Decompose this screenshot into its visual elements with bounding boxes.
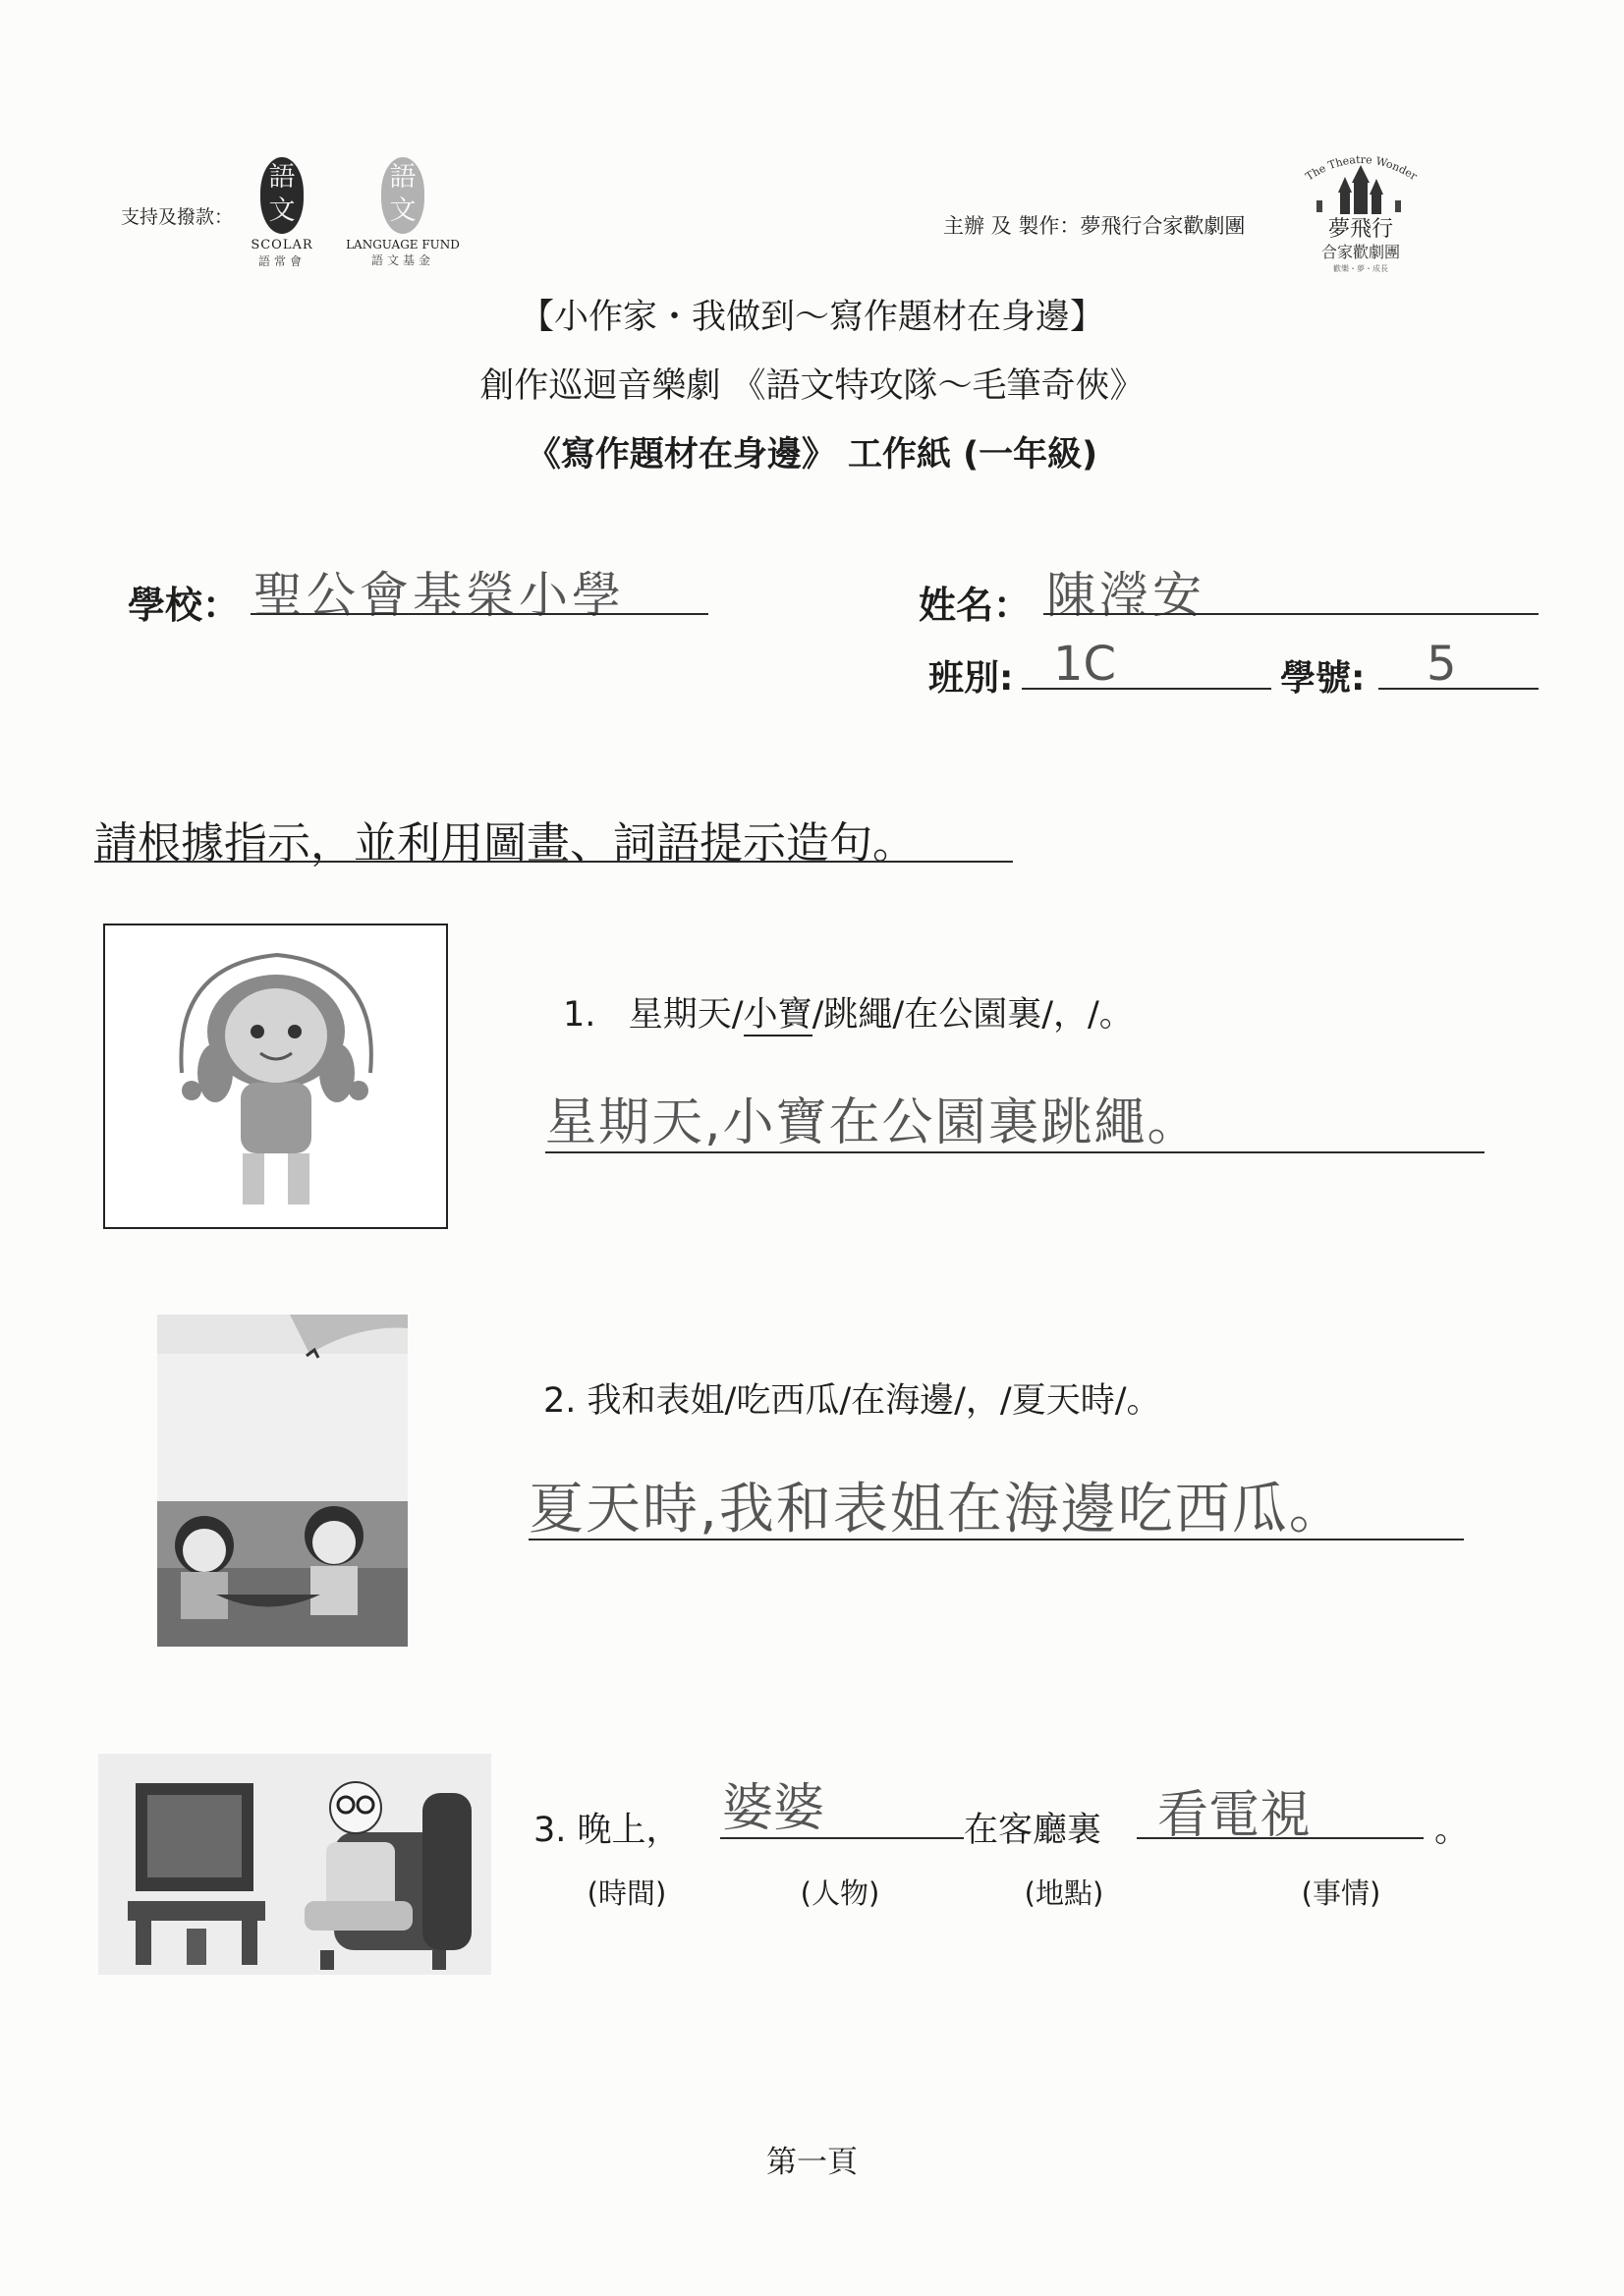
name-label: 姓名： [919, 584, 1032, 627]
q1-prompt [563, 987, 1134, 1036]
children-eating-watermelon-icon [157, 1315, 408, 1647]
instructions: 請根據指示，並利用圖畫、詞語提示造句。 [94, 818, 916, 868]
language-fund-sub: 語文基金 [370, 253, 434, 267]
q3-event-answer[interactable]: 看電視 [1157, 1786, 1312, 1845]
girl-jumping-rope-icon [105, 925, 445, 1226]
name-underline [1043, 613, 1539, 615]
q1-prompt-part: 星期天/ [628, 995, 744, 1035]
scolar-sub: 語常會 [257, 254, 306, 268]
q3-label-event: (事情) [1301, 1876, 1381, 1910]
q3-image [98, 1754, 491, 1975]
q1-prompt-rest: /跳繩/在公園裏/，/。 [812, 995, 1134, 1035]
scolar-seal-icon: 語文 [260, 157, 304, 234]
number-label: 學號: [1280, 658, 1366, 699]
q1-image [103, 924, 448, 1229]
q2-prompt-text: 我和表姐/吃西瓜/在海邊/，/夏天時/。 [587, 1381, 1161, 1421]
troupe-sub: 合家歡劇團 [1320, 243, 1401, 261]
q2-answer[interactable]: 夏天時,我和表姐在海邊吃西瓜。 [529, 1478, 1346, 1541]
page-number: 第一頁 [766, 2145, 858, 2180]
q2-prompt [543, 1373, 1161, 1423]
troupe-arc-text: The Theatre Wonder [1303, 152, 1420, 184]
troupe-logo [1297, 147, 1425, 275]
q3-label-person: (人物) [800, 1876, 880, 1910]
q3-number-lead [533, 1803, 681, 1852]
q3-person-answer[interactable]: 婆婆 [722, 1779, 825, 1838]
q1-answer[interactable]: 星期天,小寶在公園裏跳繩。 [545, 1093, 1201, 1152]
name-value[interactable]: 陳瀅安 [1046, 567, 1205, 624]
q3-mid: 在客廳裏 [964, 1811, 1102, 1850]
q3-number: 3. [533, 1811, 567, 1850]
q2-answer-line [529, 1539, 1464, 1540]
school-label: 學校： [128, 584, 241, 627]
class-underline [1022, 688, 1271, 690]
q1-number: 1. [563, 995, 596, 1035]
school-value[interactable]: 聖公會基榮小學 [253, 567, 625, 624]
q3-event-line [1137, 1837, 1424, 1839]
instructions-underline [94, 861, 1013, 863]
language-fund-caption: LANGUAGE FUND [346, 238, 460, 252]
q2-number: 2. [543, 1381, 577, 1421]
number-underline [1378, 688, 1539, 690]
title-line-1: 【小作家・我做到～寫作題材在身邊】 [519, 298, 1104, 337]
number-value[interactable]: 5 [1427, 637, 1457, 692]
title-line-3: 《寫作題材在身邊》 工作紙 (一年級) [526, 435, 1098, 475]
troupe-tiny: 歡樂・夢・成長 [1333, 264, 1388, 273]
castle-icon [1297, 147, 1425, 275]
q2-image [157, 1315, 408, 1647]
scolar-logo [238, 157, 326, 269]
language-fund-logo [334, 157, 472, 268]
q3-label-place: (地點) [1024, 1876, 1104, 1910]
q3-label-time: (時間) [587, 1876, 667, 1910]
grandma-watching-tv-icon [98, 1754, 491, 1975]
class-label: 班別: [928, 658, 1014, 699]
q3-person-line [720, 1837, 964, 1839]
troupe-name: 夢飛行 [1327, 217, 1394, 242]
scolar-caption: SCOLAR [251, 238, 313, 252]
q3-lead: 晚上， [577, 1811, 681, 1850]
q3-end: 。 [1434, 1811, 1470, 1850]
q1-prompt-underlined: 小寶 [743, 995, 812, 1035]
sponsor-label: 支持及撥款： [121, 206, 234, 228]
class-value[interactable]: 1C [1053, 637, 1117, 692]
language-fund-seal-icon: 語文 [381, 157, 424, 234]
q1-answer-line [545, 1151, 1484, 1153]
title-line-2: 創作巡迴音樂劇 《語文特攻隊～毛筆奇俠》 [479, 366, 1145, 406]
school-underline [251, 613, 708, 615]
organizer-label: 主辦 及 製作：夢飛行合家歡劇團 [943, 214, 1246, 238]
